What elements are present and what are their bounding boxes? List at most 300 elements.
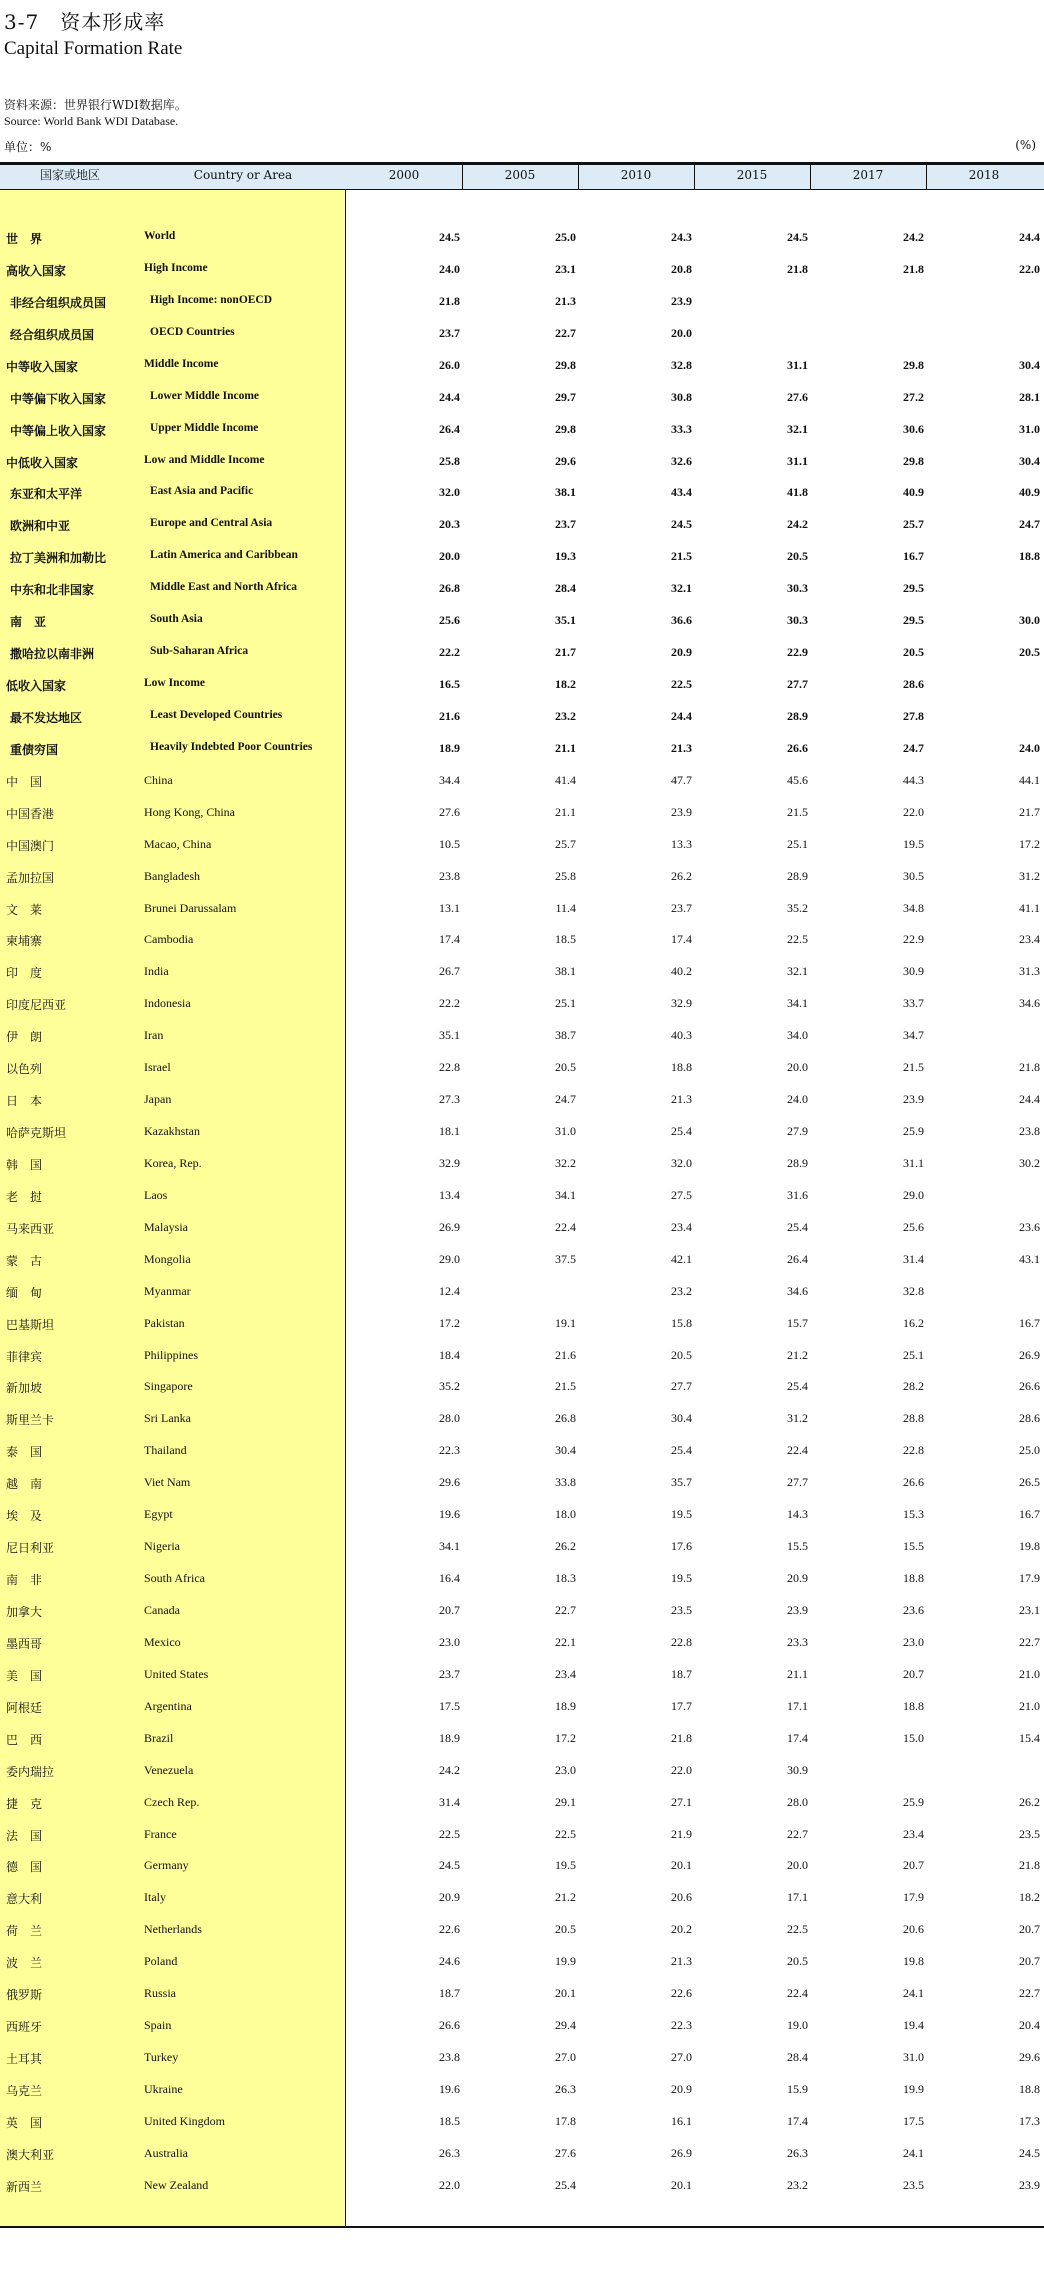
country-name-cn: 重债穷国	[10, 742, 59, 757]
value-cell-2005: 21.3	[555, 293, 576, 308]
table-row	[0, 350, 1044, 382]
value-cell-2010: 23.7	[671, 900, 692, 915]
table-row	[0, 1020, 1044, 1052]
value-cell-2000: 24.4	[439, 389, 460, 404]
country-name-en: Mongolia	[144, 1251, 191, 1266]
value-cell-2000: 17.4	[439, 932, 460, 947]
value-cell-2018: 15.4	[1019, 1730, 1040, 1745]
value-cell-2000: 10.5	[439, 836, 460, 851]
value-cell-2000: 34.1	[439, 1539, 460, 1554]
value-cell-2017: 27.8	[903, 708, 924, 723]
value-cell-2017: 15.3	[903, 1507, 924, 1522]
value-cell-2018: 30.2	[1019, 1155, 1040, 1170]
value-cell-2010: 13.3	[671, 836, 692, 851]
country-name-en: Least Developed Countries	[150, 708, 283, 721]
value-cell-2017: 24.1	[903, 2145, 924, 2160]
value-cell-2017: 23.0	[903, 1634, 924, 1649]
value-cell-2000: 18.9	[439, 1730, 460, 1745]
value-cell-2015: 24.2	[787, 517, 808, 532]
table-row	[0, 1371, 1044, 1403]
value-cell-2010: 20.9	[671, 2081, 692, 2096]
value-cell-2000: 16.4	[439, 1571, 460, 1586]
value-cell-2010: 32.1	[671, 581, 692, 596]
value-cell-2017: 31.4	[903, 1251, 924, 1266]
value-cell-2017: 24.1	[903, 1986, 924, 2001]
column-header-year: 2015	[736, 168, 768, 182]
country-name-cn: 阿根廷	[6, 1700, 43, 1715]
country-name-en: Israel	[144, 1060, 171, 1075]
value-cell-2005: 17.2	[555, 1730, 576, 1745]
country-name-cn: 韩 国	[6, 1157, 43, 1172]
value-cell-2017: 30.5	[903, 868, 924, 883]
value-cell-2005: 23.1	[555, 261, 576, 276]
value-cell-2005: 22.7	[555, 325, 576, 340]
table-row	[0, 1882, 1044, 1914]
value-cell-2005: 37.5	[555, 1251, 576, 1266]
value-cell-2018: 17.2	[1019, 836, 1040, 851]
country-name-en: Argentina	[144, 1698, 192, 1713]
value-cell-2010: 40.3	[671, 1028, 692, 1043]
value-cell-2010: 35.7	[671, 1475, 692, 1490]
table-row	[0, 1244, 1044, 1276]
column-header-year: 2017	[852, 168, 884, 182]
value-cell-2015: 41.8	[787, 485, 808, 500]
value-cell-2017: 25.9	[903, 1124, 924, 1139]
value-cell-2010: 16.1	[671, 2113, 692, 2128]
country-name-en: Italy	[144, 1890, 166, 1905]
value-cell-2010: 47.7	[671, 772, 692, 787]
value-cell-2010: 30.8	[671, 389, 692, 404]
table-row	[0, 637, 1044, 669]
value-cell-2010: 27.5	[671, 1187, 692, 1202]
table-row	[0, 2138, 1044, 2170]
table-row	[0, 1787, 1044, 1819]
table-row	[0, 1499, 1044, 1531]
country-name-cn: 尼日利亚	[6, 1541, 55, 1556]
value-cell-2005: 22.1	[555, 1634, 576, 1649]
value-cell-2017: 31.1	[903, 1155, 924, 1170]
country-name-cn: 乌克兰	[6, 2083, 43, 2098]
value-cell-2010: 21.3	[671, 740, 692, 755]
value-cell-2017: 18.8	[903, 1698, 924, 1713]
country-name-en: Singapore	[144, 1379, 193, 1394]
value-cell-2005: 29.6	[555, 453, 576, 468]
value-cell-2000: 23.7	[439, 1666, 460, 1681]
value-cell-2015: 24.5	[787, 230, 808, 244]
value-cell-2000: 35.1	[439, 1028, 460, 1043]
value-cell-2010: 32.6	[671, 453, 692, 468]
value-cell-2015: 21.8	[787, 261, 808, 276]
country-name-en: Sri Lanka	[144, 1411, 191, 1426]
country-name-cn: 巴基斯坦	[6, 1317, 55, 1332]
value-cell-2018: 24.4	[1019, 230, 1040, 244]
value-cell-2018: 31.3	[1019, 964, 1040, 979]
value-cell-2000: 22.0	[439, 2177, 460, 2192]
table-row	[0, 1340, 1044, 1372]
value-cell-2000: 25.6	[439, 613, 460, 628]
value-cell-2017: 16.7	[903, 549, 924, 564]
value-cell-2017: 24.2	[903, 230, 924, 244]
value-cell-2005: 22.5	[555, 1826, 576, 1841]
value-cell-2015: 27.7	[787, 1475, 808, 1490]
value-cell-2000: 18.7	[439, 1986, 460, 2001]
country-name-cn: 越 南	[6, 1477, 43, 1492]
value-cell-2005: 21.1	[555, 740, 576, 755]
value-cell-2018: 21.0	[1019, 1666, 1040, 1681]
value-cell-2005: 23.0	[555, 1762, 576, 1777]
table-row	[0, 1212, 1044, 1244]
value-cell-2015: 23.9	[787, 1602, 808, 1617]
table-row	[0, 1276, 1044, 1308]
value-cell-2017: 19.5	[903, 836, 924, 851]
country-name-cn: 土耳其	[6, 2052, 43, 2066]
table-row	[0, 254, 1044, 286]
value-cell-2005: 29.8	[555, 421, 576, 436]
country-name-en: Canada	[144, 1602, 180, 1617]
table-row	[0, 2042, 1044, 2074]
country-name-cn: 英 国	[6, 2115, 43, 2130]
value-cell-2015: 22.5	[787, 1922, 808, 1937]
country-name-cn: 新加坡	[6, 1381, 43, 1396]
value-cell-2018: 23.8	[1019, 1124, 1040, 1139]
value-cell-2005: 21.2	[555, 1890, 576, 1905]
table-row	[0, 1563, 1044, 1595]
value-cell-2015: 19.0	[787, 2018, 808, 2033]
value-cell-2005: 27.0	[555, 2050, 576, 2064]
value-cell-2018: 24.0	[1019, 740, 1040, 755]
value-cell-2005: 19.5	[555, 1858, 576, 1873]
value-cell-2010: 20.5	[671, 1347, 692, 1362]
country-name-cn: 低收入国家	[6, 679, 67, 694]
value-cell-2000: 22.5	[439, 1826, 460, 1841]
value-cell-2015: 34.0	[787, 1028, 808, 1043]
value-cell-2005: 26.2	[555, 1539, 576, 1554]
value-cell-2005: 25.8	[555, 868, 576, 883]
value-cell-2000: 23.0	[439, 1634, 460, 1649]
country-name-en: Low Income	[144, 677, 206, 690]
value-cell-2015: 14.3	[787, 1507, 808, 1522]
value-cell-2005: 21.7	[555, 645, 576, 660]
value-cell-2017: 25.6	[903, 1219, 924, 1234]
value-cell-2010: 20.1	[671, 1858, 692, 1873]
value-cell-2018: 26.6	[1019, 1379, 1040, 1394]
value-cell-2005: 27.6	[555, 2145, 576, 2160]
country-name-en: Middle Income	[144, 357, 219, 370]
value-cell-2000: 31.4	[439, 1794, 460, 1809]
value-cell-2000: 22.2	[439, 645, 460, 660]
value-cell-2000: 27.3	[439, 1092, 460, 1107]
country-name-cn: 以色列	[6, 1062, 43, 1077]
table-row	[0, 382, 1044, 414]
value-cell-2005: 25.4	[555, 2177, 576, 2192]
country-name-cn: 中国香港	[6, 806, 55, 821]
page-title-en: Capital Formation Rate	[4, 38, 183, 59]
value-cell-2015: 31.6	[787, 1187, 808, 1202]
country-name-en: Laos	[144, 1187, 168, 1202]
table-row	[0, 1595, 1044, 1627]
column-header-year: 2000	[388, 168, 420, 182]
country-name-en: Latin America and Caribbean	[150, 549, 298, 562]
value-cell-2015: 30.9	[787, 1762, 808, 1777]
value-cell-2015: 27.6	[787, 389, 808, 404]
value-cell-2005: 29.7	[555, 389, 576, 404]
value-cell-2005: 21.6	[555, 1347, 576, 1362]
value-cell-2015: 22.7	[787, 1826, 808, 1841]
country-name-en: Sub-Saharan Africa	[150, 645, 249, 658]
value-cell-2017: 29.8	[903, 357, 924, 372]
value-cell-2018: 23.5	[1019, 1826, 1040, 1841]
value-cell-2010: 20.2	[671, 1922, 692, 1937]
country-name-cn: 中东和北非国家	[10, 583, 95, 598]
value-cell-2010: 21.3	[671, 1092, 692, 1107]
country-name-cn: 日 本	[6, 1094, 43, 1109]
value-cell-2010: 22.5	[671, 677, 692, 692]
value-cell-2010: 17.6	[671, 1539, 692, 1554]
country-name-en: Nigeria	[144, 1539, 180, 1554]
value-cell-2015: 15.9	[787, 2081, 808, 2096]
value-cell-2018: 19.8	[1019, 1539, 1040, 1554]
country-name-cn: 哈萨克斯坦	[6, 1126, 67, 1141]
value-cell-2018: 20.4	[1019, 2018, 1040, 2033]
value-cell-2005: 30.4	[555, 1443, 576, 1458]
value-cell-2010: 30.4	[671, 1411, 692, 1426]
value-cell-2015: 27.9	[787, 1124, 808, 1139]
source-note-en: Source: World Bank WDI Database.	[4, 114, 179, 128]
value-cell-2005: 34.1	[555, 1187, 576, 1202]
value-cell-2005: 28.4	[555, 581, 576, 596]
table-row	[0, 733, 1044, 765]
value-cell-2017: 28.6	[903, 677, 924, 692]
table-row	[0, 893, 1044, 925]
value-cell-2017: 15.0	[903, 1730, 924, 1745]
table-row	[0, 861, 1044, 893]
page-title-cn: 3-7 资本形成率	[4, 10, 166, 34]
value-cell-2000: 24.0	[439, 261, 460, 276]
value-cell-2005: 18.0	[555, 1507, 576, 1522]
header-divider	[926, 162, 927, 190]
country-name-en: France	[144, 1826, 177, 1841]
value-cell-2005: 29.4	[555, 2018, 576, 2033]
value-cell-2017: 19.9	[903, 2081, 924, 2096]
value-cell-2010: 24.3	[671, 230, 692, 244]
value-cell-2010: 26.9	[671, 2145, 692, 2160]
country-name-en: East Asia and Pacific	[150, 485, 254, 498]
header-divider	[578, 162, 579, 190]
value-cell-2015: 25.4	[787, 1379, 808, 1394]
value-cell-2010: 21.9	[671, 1826, 692, 1841]
value-cell-2010: 18.8	[671, 1060, 692, 1075]
value-cell-2015: 20.5	[787, 1954, 808, 1969]
value-cell-2018: 18.8	[1019, 2081, 1040, 2096]
table-row	[0, 1691, 1044, 1723]
country-name-cn: 南 非	[6, 1573, 43, 1588]
value-cell-2018: 20.7	[1019, 1922, 1040, 1937]
value-cell-2015: 31.1	[787, 453, 808, 468]
value-cell-2005: 24.7	[555, 1092, 576, 1107]
value-cell-2017: 27.2	[903, 389, 924, 404]
value-cell-2000: 26.3	[439, 2145, 460, 2160]
value-cell-2017: 28.2	[903, 1379, 924, 1394]
value-cell-2015: 31.1	[787, 357, 808, 372]
table-row	[0, 1084, 1044, 1116]
value-cell-2010: 25.4	[671, 1443, 692, 1458]
value-cell-2015: 28.4	[787, 2050, 808, 2064]
value-cell-2000: 24.5	[439, 230, 460, 244]
value-cell-2005: 18.3	[555, 1571, 576, 1586]
value-cell-2010: 26.2	[671, 868, 692, 883]
value-cell-2015: 28.9	[787, 708, 808, 723]
country-name-en: Kazakhstan	[144, 1124, 200, 1139]
value-cell-2015: 28.0	[787, 1794, 808, 1809]
country-name-cn: 撒哈拉以南非洲	[10, 647, 95, 662]
country-name-en: Upper Middle Income	[150, 421, 259, 434]
value-cell-2017: 18.8	[903, 1571, 924, 1586]
header-divider	[462, 162, 463, 190]
value-cell-2015: 21.2	[787, 1347, 808, 1362]
value-cell-2010: 27.1	[671, 1794, 692, 1809]
country-name-cn: 荷 兰	[6, 1924, 43, 1939]
value-cell-2005: 19.3	[555, 549, 576, 564]
country-name-en: Cambodia	[144, 932, 194, 947]
value-cell-2005: 26.3	[555, 2081, 576, 2096]
value-cell-2015: 22.4	[787, 1443, 808, 1458]
country-name-cn: 非经合组织成员国	[10, 295, 107, 310]
table-row	[0, 318, 1044, 350]
country-name-en: Indonesia	[144, 996, 191, 1011]
country-name-en: Ukraine	[144, 2081, 183, 2096]
value-cell-2018: 16.7	[1019, 1507, 1040, 1522]
value-cell-2018: 18.2	[1019, 1890, 1040, 1905]
country-name-cn: 委内瑞拉	[6, 1764, 55, 1779]
value-cell-2005: 21.1	[555, 804, 576, 819]
table-row	[0, 1531, 1044, 1563]
value-cell-2005: 19.1	[555, 1315, 576, 1330]
table-row	[0, 446, 1044, 478]
value-cell-2010: 18.7	[671, 1666, 692, 1681]
value-cell-2018: 25.0	[1019, 1443, 1040, 1458]
value-cell-2015: 34.6	[787, 1283, 808, 1298]
value-cell-2005: 29.8	[555, 357, 576, 372]
value-cell-2018: 22.0	[1019, 261, 1040, 276]
value-cell-2015: 17.1	[787, 1698, 808, 1713]
header-divider	[694, 162, 695, 190]
country-name-cn: 德 国	[6, 1860, 43, 1875]
value-cell-2010: 33.3	[671, 421, 692, 436]
value-cell-2017: 30.9	[903, 964, 924, 979]
value-cell-2017: 31.0	[903, 2050, 924, 2064]
table-row	[0, 988, 1044, 1020]
value-cell-2018: 34.6	[1019, 996, 1040, 1011]
value-cell-2000: 25.8	[439, 453, 460, 468]
value-cell-2018: 21.8	[1019, 1060, 1040, 1075]
value-cell-2000: 26.6	[439, 2018, 460, 2033]
value-cell-2018: 20.7	[1019, 1954, 1040, 1969]
country-name-en: Australia	[144, 2145, 188, 2160]
country-name-cn: 世 界	[6, 232, 43, 246]
value-cell-2017: 25.9	[903, 1794, 924, 1809]
value-cell-2017: 32.8	[903, 1283, 924, 1298]
value-cell-2018: 31.0	[1019, 421, 1040, 436]
country-name-cn: 缅 甸	[6, 1285, 43, 1300]
country-name-en: Netherlands	[144, 1922, 202, 1937]
country-name-cn: 法 国	[6, 1828, 43, 1843]
value-cell-2000: 20.9	[439, 1890, 460, 1905]
value-cell-2010: 24.4	[671, 708, 692, 723]
value-cell-2015: 15.7	[787, 1315, 808, 1330]
country-name-cn: 菲律宾	[6, 1349, 43, 1364]
value-cell-2010: 19.5	[671, 1571, 692, 1586]
value-cell-2017: 17.5	[903, 2113, 924, 2128]
value-cell-2017: 24.7	[903, 740, 924, 755]
value-cell-2017: 21.8	[903, 261, 924, 276]
value-cell-2015: 26.4	[787, 1251, 808, 1266]
value-cell-2005: 31.0	[555, 1124, 576, 1139]
value-cell-2017: 40.9	[903, 485, 924, 500]
country-name-en: OECD Countries	[150, 325, 235, 338]
value-cell-2018: 40.9	[1019, 485, 1040, 500]
value-cell-2018: 23.6	[1019, 1219, 1040, 1234]
country-name-cn: 埃 及	[6, 1509, 43, 1524]
value-cell-2017: 33.7	[903, 996, 924, 1011]
country-name-cn: 印度尼西亚	[6, 998, 67, 1013]
value-cell-2018: 17.3	[1019, 2113, 1040, 2128]
value-cell-2015: 32.1	[787, 421, 808, 436]
country-name-cn: 意大利	[6, 1892, 43, 1907]
value-cell-2010: 23.2	[671, 1283, 692, 1298]
table-row	[0, 1467, 1044, 1499]
country-name-en: China	[144, 772, 173, 787]
value-cell-2000: 26.9	[439, 1219, 460, 1234]
value-cell-2000: 20.7	[439, 1602, 460, 1617]
value-cell-2005: 23.7	[555, 517, 576, 532]
value-cell-2005: 26.8	[555, 1411, 576, 1426]
value-cell-2015: 24.0	[787, 1092, 808, 1107]
value-cell-2010: 32.9	[671, 996, 692, 1011]
value-cell-2017: 20.5	[903, 645, 924, 660]
value-cell-2017: 19.8	[903, 1954, 924, 1969]
value-cell-2010: 40.2	[671, 964, 692, 979]
value-cell-2018: 18.8	[1019, 549, 1040, 564]
value-cell-2017: 22.8	[903, 1443, 924, 1458]
unit-label-right: (%)	[1015, 138, 1036, 152]
table-row	[0, 222, 1044, 254]
value-cell-2000: 34.4	[439, 772, 460, 787]
table-row	[0, 1308, 1044, 1340]
value-cell-2000: 24.5	[439, 1858, 460, 1873]
table-row	[0, 1435, 1044, 1467]
value-cell-2018: 23.4	[1019, 932, 1040, 947]
value-cell-2000: 12.4	[439, 1283, 460, 1298]
value-cell-2010: 20.0	[671, 325, 692, 340]
table-row	[0, 2074, 1044, 2106]
value-cell-2005: 32.2	[555, 1155, 576, 1170]
country-name-cn: 文 莱	[6, 902, 43, 917]
value-cell-2000: 22.2	[439, 996, 460, 1011]
country-name-en: Spain	[144, 2018, 172, 2033]
value-cell-2005: 18.9	[555, 1698, 576, 1713]
value-cell-2017: 22.9	[903, 932, 924, 947]
table-row	[0, 1148, 1044, 1180]
value-cell-2015: 17.1	[787, 1890, 808, 1905]
value-cell-2015: 22.4	[787, 1986, 808, 2001]
value-cell-2000: 22.6	[439, 1922, 460, 1937]
value-cell-2010: 15.8	[671, 1315, 692, 1330]
value-cell-2017: 28.8	[903, 1411, 924, 1426]
table-row	[0, 2106, 1044, 2138]
country-name-en: Lower Middle Income	[150, 389, 260, 402]
country-name-cn: 新西兰	[6, 2179, 43, 2194]
value-cell-2000: 17.5	[439, 1698, 460, 1713]
